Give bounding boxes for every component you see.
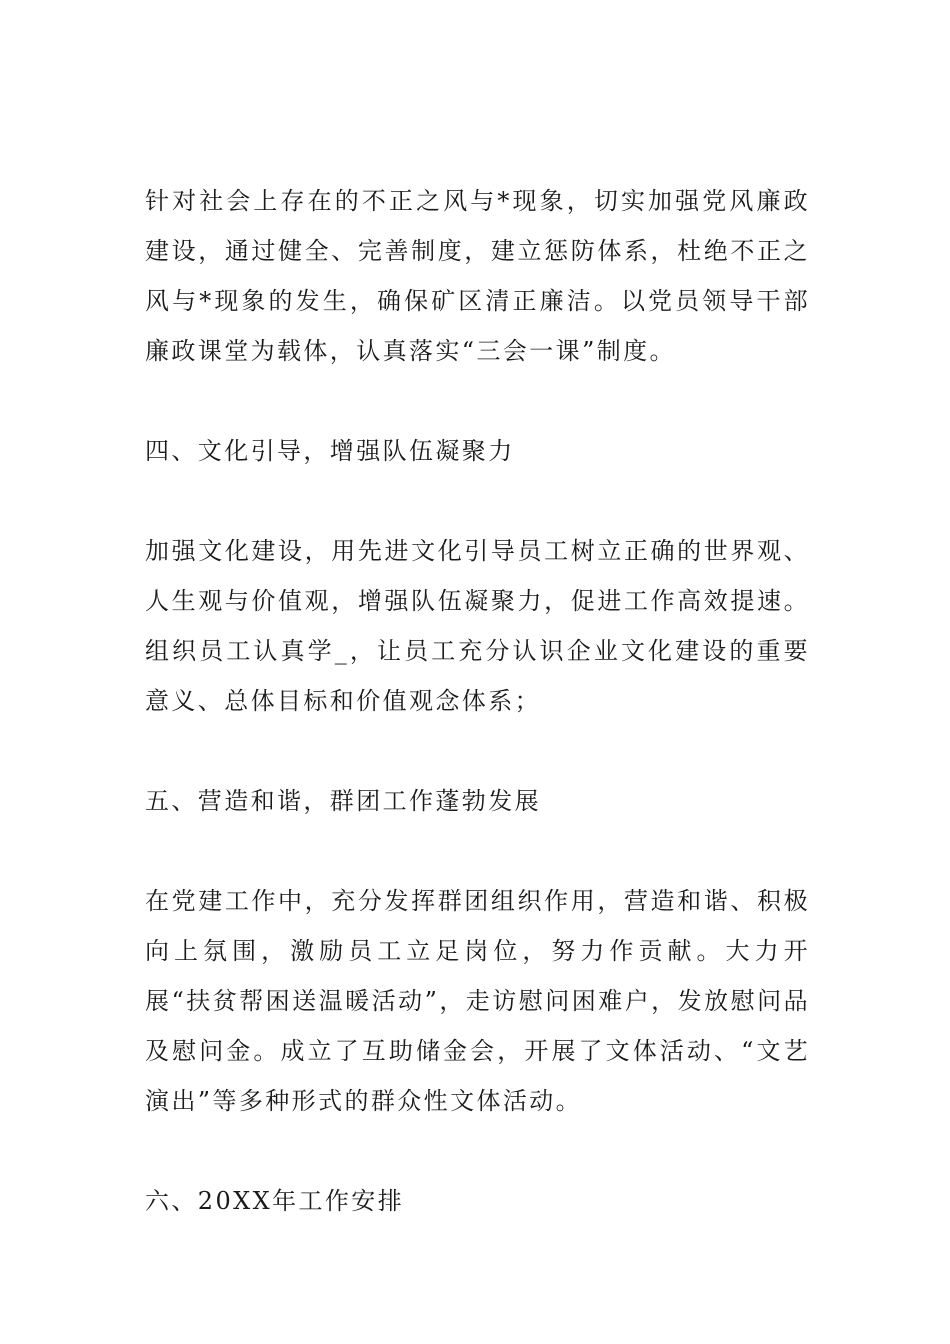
paragraph-spacer — [145, 476, 810, 526]
document-body — [145, 176, 810, 1226]
paragraph-spacer — [145, 376, 810, 426]
paragraph-mass-organizations: 在党建工作中，充分发挥群团组织作用，营造和谐、积极向上氛围，激励员工立足岗位，努力作贡献。大力开展“扶贫帮困送温暖活动”，走访慰问困难户，发放慰问品及慰问金。成立了互助储金会，开展了文体活动、“文艺演出”等多种形式的群众性文体活动。 — [145, 887, 810, 1115]
paragraph-culture-building: 加强文化建设，用先进文化引导员工树立正确的世界观、人生观与价值观，增强队伍凝聚力，促进工作高效提速。组织员工认真学_，让员工充分认识企业文化建设的重要意义、总体目标和价值观念体系； — [145, 537, 810, 715]
paragraph-spacer — [145, 826, 810, 876]
paragraph-anti-corruption: 针对社会上存在的不正之风与*现象，切实加强党风廉政建设，通过健全、完善制度，建立惩防体系，杜绝不正之风与*现象的发生，确保矿区清正廉洁。以党员领导干部廉政课堂为载体，认真落实“三会一课”制度。 — [145, 187, 810, 365]
paragraph-spacer — [145, 1126, 810, 1176]
heading-work-plan: 六、20XX年工作安排 — [145, 1187, 405, 1215]
paragraph-spacer — [145, 726, 810, 776]
heading-harmony: 五、营造和谐，群团工作蓬勃发展 — [145, 787, 541, 815]
heading-culture-guidance: 四、文化引导，增强队伍凝聚力 — [145, 437, 515, 465]
